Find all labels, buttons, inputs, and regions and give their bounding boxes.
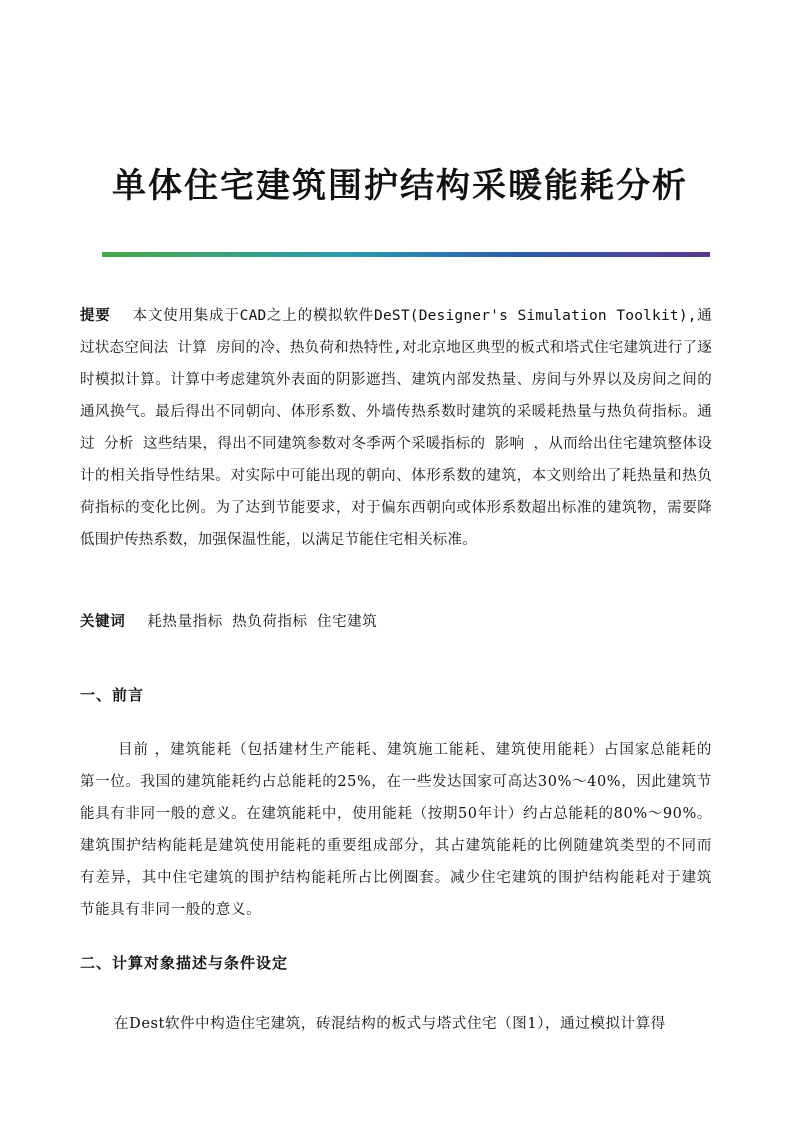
abstract-label: 提要: [80, 308, 111, 324]
keywords-paragraph: [80, 606, 712, 638]
keywords-text: 耗热量指标 热负荷指标 住宅建筑: [147, 614, 378, 630]
keywords-label: 关键词: [80, 614, 126, 630]
section-heading-calc: 二、计算对象描述与条件设定: [80, 954, 289, 972]
section-calc-text: 在Dest软件中构造住宅建筑，砖混结构的板式与塔式住宅（图1），通过模拟计算得: [114, 1016, 666, 1032]
page-title: 单体住宅建筑围护结构采暖能耗分析: [112, 166, 688, 206]
section-intro-text: 目前 ，建筑能耗（包括建材生产能耗、建筑施工能耗、建筑使用能耗）占国家总能耗的第一位。我国的建筑能耗约占总能耗的25%，在一些发达国家可高达30%～40%，因此建筑节能具有非同一般的意义。在建筑能耗中，使用能耗（按期50年计）约占总能耗的80%～90%。建筑围护结构能耗是建筑使用能耗的重要组成部分，其占建筑能耗的比例随建筑类型的不同而有差异，其中住宅建筑的围护结构能耗所占比例圈套。减少住宅建筑的围护结构能耗对于建筑节能具有非同一般的意义。: [80, 742, 712, 918]
title-divider: [102, 252, 710, 257]
abstract-text: 本文使用集成于CAD之上的模拟软件DeST(Designer's Simulation Toolkit),通过状态空间法 计算 房间的冷、热负荷和热特性,对北京地区典型的板式和塔式住宅建筑进行了逐时模拟计算。计算中考虑建筑外表面的阴影遮挡、建筑内部发热量、房间与外界以及房间之间的通风换气。最后得出不同朝向、体形系数、外墙传热系数时建筑的采暖耗热量与热负荷指标。通过 分析 这些结果，得出不同建筑参数对冬季两个采暖指标的 影响 ，从而给出住宅建筑整体设计的相关指导性结果。对实际中可能出现的朝向、体形系数的建筑，本文则给出了耗热量和热负荷指标的变化比例。为了达到节能要求，对于偏东西朝向或体形系数超出标准的建筑物，需要降低围护传热系数，加强保温性能，以满足节能住宅相关标准。: [80, 308, 712, 548]
abstract-paragraph: [80, 300, 712, 556]
section-heading-intro: 一、前言: [80, 686, 145, 704]
